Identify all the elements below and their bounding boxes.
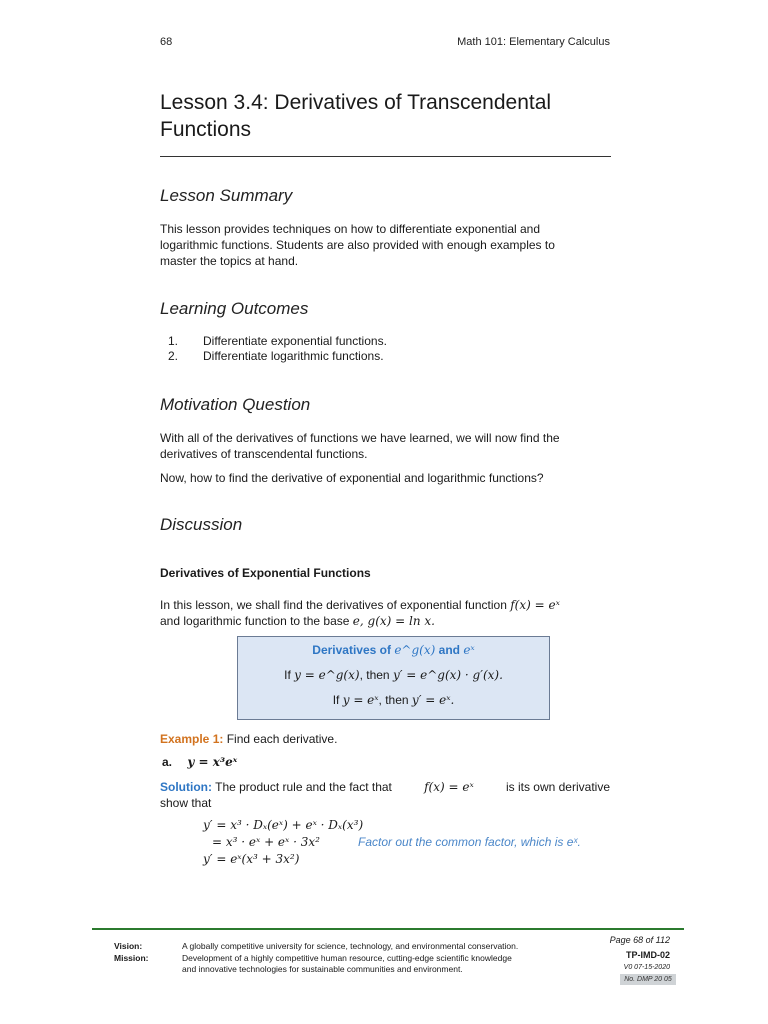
summary-line-3: master the topics at hand. bbox=[160, 254, 299, 268]
example-prompt bbox=[160, 732, 337, 746]
motivation-line-1: With all of the derivatives of functions we have learned, we will now find the bbox=[160, 431, 560, 445]
solution-text-2: is its own derivative bbox=[505, 780, 610, 794]
step-1: y′ = x³ · Dₓ(eˣ) + eˣ · Dₓ(x³) bbox=[203, 818, 364, 832]
summary-line-2: logarithmic functions. Students are also provided with enough examples to bbox=[160, 238, 555, 252]
doc-code: TP-IMD-02 bbox=[625, 950, 670, 960]
mission-text bbox=[182, 953, 512, 975]
page-number: 68 bbox=[160, 36, 173, 48]
outcome-item-1 bbox=[168, 334, 387, 350]
motivation-question: Now, how to find the derivative of exponential and logarithmic functions? bbox=[160, 471, 544, 485]
motivation-line-2: derivatives of transcendental functions. bbox=[160, 447, 368, 461]
box-title-text: Derivatives of bbox=[312, 643, 391, 657]
part-expression: y = x³eˣ bbox=[187, 755, 238, 769]
discussion-intro bbox=[160, 597, 610, 629]
rule1-if: If bbox=[284, 668, 291, 682]
solution-text bbox=[160, 779, 610, 811]
page-title bbox=[160, 89, 630, 143]
solution-math: f(x) = eˣ bbox=[424, 780, 474, 794]
intro-line-1 bbox=[160, 597, 610, 613]
learning-outcomes-heading: Learning Outcomes bbox=[160, 299, 309, 318]
solution-line-1 bbox=[160, 779, 610, 795]
solution-text-1: The product rule and the fact that bbox=[215, 780, 392, 794]
summary-line-1: This lesson provides techniques on how to differentiate exponential and bbox=[160, 222, 541, 236]
footer-divider bbox=[92, 928, 684, 930]
title-divider bbox=[160, 156, 611, 157]
outcome-number: 1. bbox=[168, 334, 179, 348]
course-title: Math 101: Elementary Calculus bbox=[457, 36, 610, 48]
step-2-note: Factor out the common factor, which is eˣ. bbox=[358, 835, 581, 849]
discussion-subheading: Derivatives of Exponential Functions bbox=[160, 566, 371, 580]
discussion-heading: Discussion bbox=[160, 515, 243, 534]
derivative-rule-box bbox=[237, 636, 550, 720]
vision-label: Vision: bbox=[114, 941, 143, 951]
box-title-math-1: e^g(x) bbox=[394, 643, 436, 657]
motivation-text bbox=[160, 430, 610, 462]
outcome-text: Differentiate logarithmic functions. bbox=[203, 349, 384, 363]
lesson-summary-text bbox=[160, 221, 610, 269]
lesson-summary-heading: Lesson Summary bbox=[160, 186, 293, 205]
rule1-then: , then bbox=[359, 668, 390, 682]
intro-math-1: f(x) = eˣ bbox=[510, 598, 560, 612]
rule2-if: If bbox=[332, 693, 340, 707]
intro-text-2: and logarithmic function to the base bbox=[160, 614, 350, 628]
mission-line-1: Development of a highly competitive human resource, cutting-edge scientific knowledge bbox=[182, 953, 512, 963]
title-line-1: Lesson 3.4: Derivatives of Transcendental bbox=[160, 91, 552, 114]
box-rule-1 bbox=[238, 668, 549, 682]
intro-text-1: In this lesson, we shall find the derivatives of exponential function bbox=[160, 598, 507, 612]
mission-label: Mission: bbox=[114, 953, 149, 963]
vision-text: A globally competitive university for science, technology, and environmental conservation. bbox=[182, 941, 519, 951]
solution-label: Solution: bbox=[160, 780, 212, 794]
title-line-2: Functions bbox=[160, 118, 252, 141]
rule1-math-1: y = e^g(x) bbox=[294, 668, 360, 682]
solution-line-2: show that bbox=[160, 796, 212, 810]
example-part-a bbox=[162, 755, 237, 769]
example-label: Example 1: bbox=[160, 732, 224, 746]
motivation-heading: Motivation Question bbox=[160, 395, 311, 414]
box-rule-2 bbox=[238, 693, 549, 707]
rule2-math-2: y′ = eˣ. bbox=[411, 693, 455, 707]
dmp-badge: No. DMP 20 05 bbox=[620, 974, 676, 985]
part-label: a. bbox=[162, 755, 173, 769]
outcome-number: 2. bbox=[168, 349, 179, 363]
box-title-and: and bbox=[438, 643, 460, 657]
rule2-then: , then bbox=[378, 693, 409, 707]
intro-math-2: e, g(x) = ln x. bbox=[352, 614, 435, 628]
outcome-item-2 bbox=[168, 349, 384, 365]
rule2-math-1: y = eˣ bbox=[342, 693, 379, 707]
box-title-math-2: eˣ bbox=[463, 643, 475, 657]
rule1-math-2: y′ = e^g(x) · g′(x). bbox=[392, 668, 503, 682]
step-2: = x³ · eˣ + eˣ · 3x² bbox=[212, 835, 320, 849]
step-3: y′ = eˣ(x³ + 3x²) bbox=[203, 852, 300, 866]
intro-line-2 bbox=[160, 613, 610, 629]
box-title bbox=[238, 643, 549, 657]
page-of: Page 68 of 112 bbox=[609, 935, 670, 945]
mission-line-2: and innovative technologies for sustainable communities and environment. bbox=[182, 964, 463, 974]
example-prompt-text: Find each derivative. bbox=[226, 732, 338, 746]
doc-version: V0 07-15-2020 bbox=[623, 964, 670, 971]
outcome-text: Differentiate exponential functions. bbox=[203, 334, 387, 348]
